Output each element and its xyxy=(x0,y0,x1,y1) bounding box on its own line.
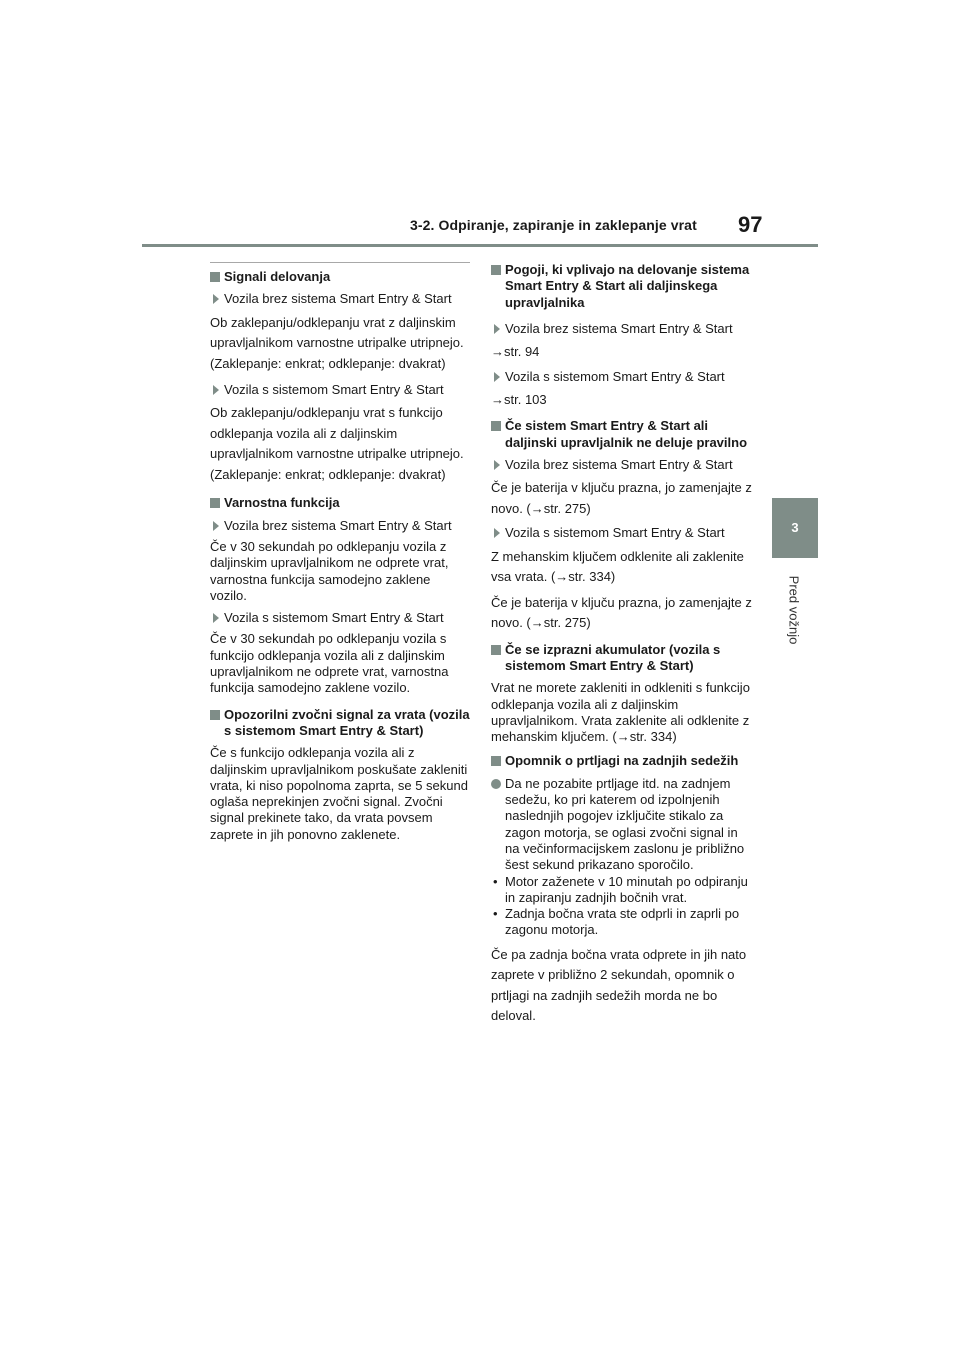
chapter-tab[interactable]: 3 xyxy=(772,498,818,558)
section-heading: Če se izprazni akumulator (vozila s sistemom Smart Entry & Start) xyxy=(491,642,753,675)
page-number: 97 xyxy=(738,212,763,237)
section-heading: Signali delovanja xyxy=(210,269,470,285)
paragraph: Če s funkcijo odklepanja vozila ali z daljinskim upravljalnikom poskušate zakleniti vrata, ki niso popolnoma zaprta, se 5 sekund oglaša neprekinjen zvočni signal. Zvočni signal prekinete tako, da vrata povsem zaprete in jih ponovno zaklenete. xyxy=(210,745,468,842)
header-rule xyxy=(142,244,818,247)
subheading: Vozila brez sistema Smart Entry & Start xyxy=(210,518,470,534)
section-heading: Opomnik o prtljagi na zadnjih sedežih xyxy=(491,753,753,769)
page-reference[interactable]: →str. 94 xyxy=(491,344,540,360)
section-heading: Opozorilni zvočni signal za vrata (vozila s sistemom Smart Entry & Start) xyxy=(210,707,470,740)
chapter-tab-text: Pred vožnjo xyxy=(786,575,802,645)
paragraph: Če pa zadnja bočna vrata odprete in jih nato zaprete v približno 2 sekundah, opomnik o prtljagi na zadnjih sedežih morda ne bo deloval. xyxy=(491,946,747,1024)
column-rule xyxy=(210,262,470,263)
list-item-text: Motor zaženete v 10 minutah po odpiranju in zapiranju zadnjih bočnih vrat. xyxy=(505,873,748,905)
list-item-text: Zadnja bočna vrata ste odprli in zaprli po zagonu motorja. xyxy=(505,906,740,938)
left-column xyxy=(210,262,470,848)
paragraph: Vrat ne morete zakleniti in odkleniti s funkcijo odklepanja vozila ali z daljinskim upravljalnikom. Vrata zaklenite ali odklenite z mehanskim ključem. (→str. 334) xyxy=(491,680,750,745)
right-column xyxy=(491,262,753,1032)
paragraph: Ob zaklepanju/odklepanju vrat s funkcijo odklepanja vozila ali z daljinskim upravljalnikom varnostne utripalke utripnejo. (Zaklepanje: enkrat; odklepanje: dvakrat) xyxy=(210,405,464,482)
paragraph: Z mehanskim ključem odklenite ali zaklenite vsa vrata. (→str. 334) xyxy=(491,548,744,585)
list-item xyxy=(491,874,753,907)
subheading: Vozila s sistemom Smart Entry & Start xyxy=(210,382,470,398)
section-heading: Varnostna funkcija xyxy=(210,495,470,511)
paragraph: Če je baterija v ključu prazna, jo zamenjajte z novo. (→str. 275) xyxy=(491,594,752,631)
bullet: • xyxy=(493,873,498,889)
chapter-tab-label xyxy=(778,565,810,655)
subheading: Vozila brez sistema Smart Entry & Start xyxy=(491,457,753,473)
bullet: • xyxy=(493,906,498,922)
paragraph: Ob zaklepanju/odklepanju vrat z daljinskim upravljalnikom varnostne utripalke utripnejo. (Zaklepanje: enkrat; odklepanje: dvakrat) xyxy=(210,314,464,371)
paragraph: Če v 30 sekundah po odklepanju vozila s funkcijo odklepanja vozila ali z daljinskim upravljalnikom ne odprete vrat, varnostna funkcija samodejno zaklene vozilo. xyxy=(210,631,449,696)
section-heading: Če sistem Smart Entry & Start ali daljinski upravljalnik ne deluje pravilno xyxy=(491,418,753,451)
paragraph: Če je baterija v ključu prazna, jo zamenjajte z novo. (→str. 275) xyxy=(491,480,752,516)
subheading: Vozila brez sistema Smart Entry & Start xyxy=(491,321,753,337)
subheading: Vozila brez sistema Smart Entry & Start xyxy=(210,291,470,307)
paragraph: Če v 30 sekundah po odklepanju vozila z daljinskim upravljalnikom ne odprete vrat, varnostna funkcija samodejno zaklene vozilo. xyxy=(210,538,449,603)
list-item xyxy=(491,906,753,939)
circle-note: Da ne pozabite prtljage itd. na zadnjem sedežu, ko pri katerem od izpolnjenih naslednjih pogojev izključite stikalo za zagon motorja, se oglasi zvočni signal in na večinformacijskem zaslonu je približno šest sekund prikazano sporočilo. xyxy=(491,776,753,874)
subheading: Vozila s sistemom Smart Entry & Start xyxy=(210,610,470,626)
chapter-title: 3-2. Odpiranje, zapiranje in zaklepanje vrat xyxy=(410,217,697,233)
section-heading: Pogoji, ki vplivajo na delovanje sistema Smart Entry & Start ali daljinskega upravljalnika xyxy=(491,262,753,311)
subheading: Vozila s sistemom Smart Entry & Start xyxy=(491,525,753,541)
subheading: Vozila s sistemom Smart Entry & Start xyxy=(491,369,753,385)
page-reference[interactable]: →str. 103 xyxy=(491,391,547,407)
